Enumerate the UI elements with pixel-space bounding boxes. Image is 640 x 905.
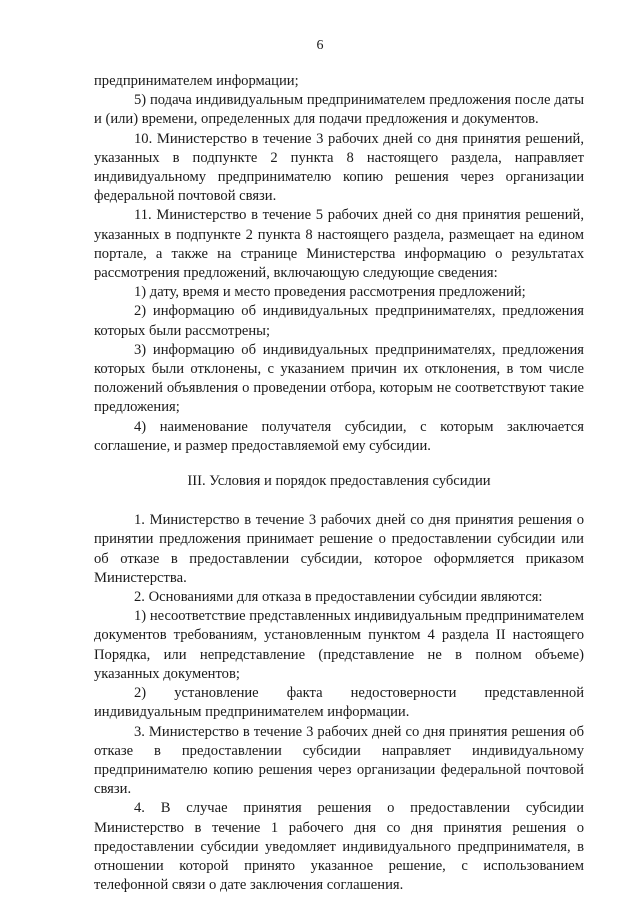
list-item: 3) информацию об индивидуальных предпринимателях, предложения которых были отклонены, с указанием причин их отклонения, в том числе положений объявления о проведении отбора, которым не соответствуют такие предложения;	[94, 341, 584, 416]
list-item: 1) несоответствие представленных индивидуальным предпринимателем документов требованиям, установленным пунктом 4 раздела II настоящего Порядка, или непредставление (представление не в полном объеме) указанных документов;	[94, 608, 584, 682]
page-number: 6	[316, 38, 324, 53]
list-item: 1) дату, время и место проведения рассмотрения предложений;	[134, 284, 526, 301]
paragraph: 11. Министерство в течение 5 рабочих дней со дня принятия решений, указанных в подпункте 2 пункта 8 настоящего раздела, размещает на едином портале, а также на странице Министерства информацию о результатах рассмотрения предложений, включающую следующие сведения:	[94, 207, 584, 282]
paragraph: 10. Министерство в течение 3 рабочих дней со дня принятия решений, указанных в подпункте 2 пункта 8 настоящего раздела, направляет индивидуальному предпринимателю копию решения через организации федеральной почтовой связи.	[94, 130, 584, 205]
list-item: 4) наименование получателя субсидии, с которым заключается соглашение, и размер предоставляемой ему субсидии.	[94, 418, 584, 454]
document-body	[94, 72, 584, 895]
paragraph: 4. В случае принятия решения о предоставлении субсидии Министерство в течение 1 рабочего дня со дня принятия решения о предоставлении субсидии уведомляет индивидуального предпринимателя, в отношении которой принято указанное решение, с использованием телефонной связи о дате заключения соглашения.	[94, 800, 584, 894]
section-heading: III. Условия и порядок предоставления субсидии	[187, 473, 491, 490]
paragraph: 5) подача индивидуальным предпринимателем предложения после даты и (или) времени, определенных для подачи предложения и документов.	[94, 92, 584, 128]
list-item: 2) установление факта недостоверности представленной индивидуальным предпринимателем информации.	[94, 685, 584, 721]
paragraph: 1. Министерство в течение 3 рабочих дней со дня принятия решения о принятии предложения принимает решение о предоставлении субсидии или об отказе в предоставлении субсидии, которое оформляется приказом Министерства.	[94, 512, 584, 586]
paragraph: предпринимателем информации;	[94, 73, 299, 89]
list-item: 2) информацию об индивидуальных предпринимателях, предложения которых были рассмотрены;	[94, 303, 584, 339]
paragraph: 3. Министерство в течение 3 рабочих дней со дня принятия решения об отказе в предоставлении субсидии направляет индивидуальному предпринимателю копию решения через организации федеральной почтовой связи.	[94, 723, 584, 798]
paragraph: 2. Основаниями для отказа в предоставлении субсидии являются:	[134, 589, 543, 606]
